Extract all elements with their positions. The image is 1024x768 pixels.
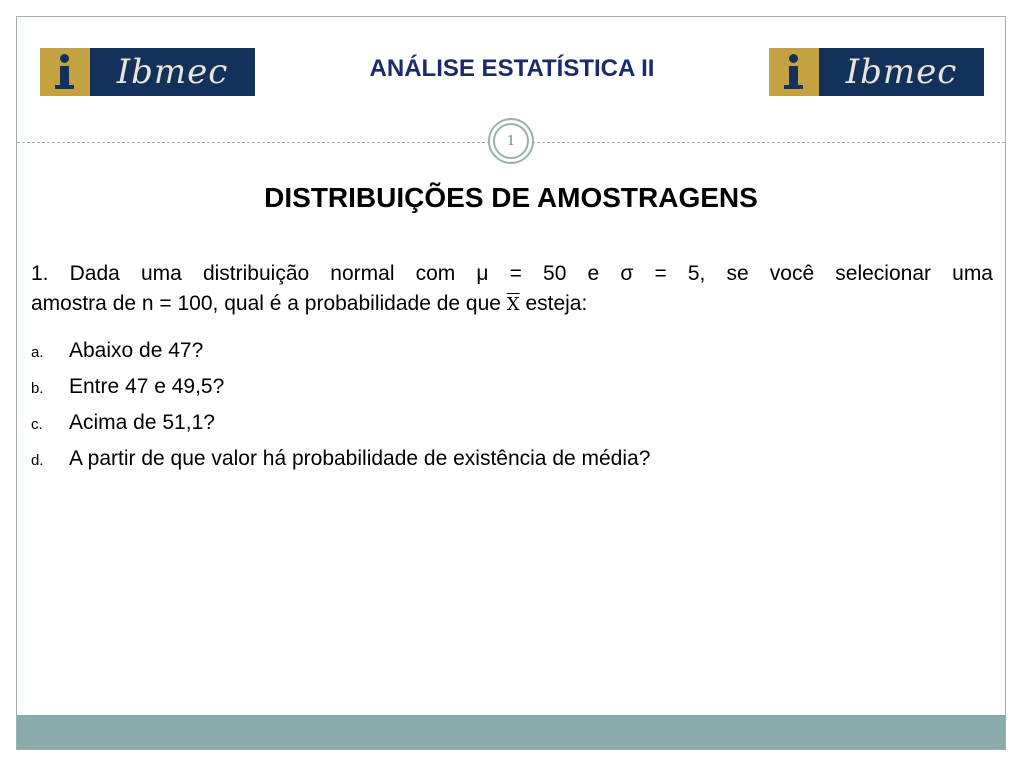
logo-text: Ibmec [116, 52, 229, 92]
item-text: Abaixo de 47? [69, 339, 204, 362]
list-item [31, 339, 650, 375]
item-text: A partir de que valor há probabilidade de existência de média? [69, 447, 651, 470]
ibmec-logo-right [769, 48, 984, 96]
x-bar-symbol: $\overline{X}$ [506, 294, 520, 315]
list-item [31, 375, 650, 411]
question-items [31, 339, 650, 483]
item-marker: b. [31, 380, 44, 397]
page-number: 1 [493, 123, 529, 159]
item-marker: d. [31, 452, 44, 469]
footer-bar [17, 715, 1005, 749]
item-marker: a. [31, 344, 44, 361]
logo-i-icon [40, 48, 90, 96]
logo-i-icon [769, 48, 819, 96]
question-line-1: 1. Dada uma distribuição normal com μ = 50 e σ = 5, se você selecionar uma [31, 262, 993, 285]
item-marker: c. [31, 416, 43, 433]
item-text: Acima de 51,1? [69, 411, 215, 434]
header-title: ANÁLISE ESTATÍSTICA II [369, 55, 655, 82]
question-line-2b: esteja: [519, 292, 588, 315]
ibmec-logo-left [40, 48, 255, 96]
item-text: Entre 47 e 49,5? [69, 375, 225, 398]
list-item [31, 447, 650, 483]
logo-text: Ibmec [845, 52, 958, 92]
page-number-badge [488, 118, 534, 164]
slide [16, 16, 1006, 750]
list-item [31, 411, 650, 447]
question-line-2a: amostra de n = 100, qual é a probabilidade de que [31, 292, 507, 315]
question-text [31, 259, 993, 320]
section-title: DISTRIBUIÇÕES DE AMOSTRAGENS [264, 182, 758, 213]
